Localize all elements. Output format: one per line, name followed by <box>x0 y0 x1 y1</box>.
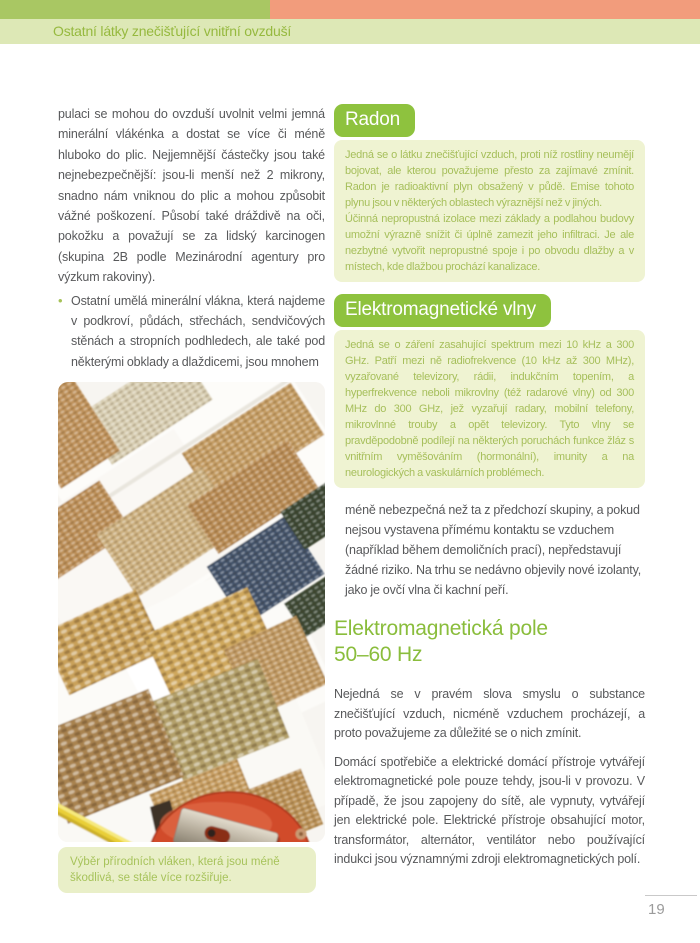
bullet-item-text: Ostatní umělá minerální vlákna, která najdeme v podkroví, půdách, střechách, sendvičových stěnách a stropních podhledech, ale také pod některými obklady a dlaždicemi, jsou mnohem <box>71 293 325 369</box>
em-waves-paragraph: Jedná se o záření zasahující spektrum mezi 10 kHz a 300 GHz. Patří mezi ně radiofrekvence (10 kHz až 300 MHz), vyzařované televizory, rádii, indukčním topením, a hyperfrekvence neboli mikrovlny (též radarové vlny) od 300 MHz do 300 GHz, jež vyzařují radary, mobilní telefony, mikrovlnné trouby a opět televizory. Tyto vlny se pravděpodobně podílejí na některých poruchách funkce žláz s vnitřním vyměšováním (hormonální), imunity a na neurologických a vaskulárních problémech. <box>345 339 634 479</box>
subheading-em-fields: Elektromagnetická pole 50–60 Hz <box>334 617 548 666</box>
body-paragraph: pulaci se mohou do ovzduší uvolnit velmi jemná minerální vlákénka a dostat se více či méně hluboko do plic. Nejjemnější částečky jsou také nejnebezpečnější: jsou-li menší než 2 mikrony, snadno nám vniknou do plic a mohou způsobit vážné poškození. Působí také dráždivě na oči, pokožku a považují se za lidský karcinogen (skupina 2B podle Mezinárodní agentury pro výzkum rakoviny). <box>58 107 325 285</box>
footer-rule <box>645 895 697 896</box>
top-bar-green-segment <box>0 0 270 19</box>
fiber-samples-illustration <box>58 382 325 842</box>
natural-fiber-samples-photo <box>58 382 325 842</box>
continuation-paragraph: méně nebezpečná než ta z předchozí skupiny, a pokud nejsou vystavena přímému kontaktu se vzduchem (například během demoličních prací), nepředstavují žádné riziko. Na trhu se nedávno objevily nové izolanty, jako je ovčí vlna či kachní peří. <box>345 503 642 597</box>
left-column <box>58 104 325 893</box>
radon-paragraph-1: Jedná se o látku znečišťující vzduch, proti níž rostliny neumějí bojovat, ale kterou považujeme přesto za zajímavé zmínit. Radon je radioaktivní plyn obsažený v půdě. Emise tohoto plynu jsou v některých oblastech výraznější než v jiných. <box>345 149 634 209</box>
photo-caption-box <box>58 847 316 893</box>
radon-paragraph-2: Účinná nepropustná izolace mezi základy a podlahou budovy umožní výrazně snížit či úplně zamezit jeho infiltraci. Je ale nezbytné vytvořit nepropustné spoje i po obvodu dlažby a v místech, kde dlažbou prochází kanalizace. <box>345 213 634 273</box>
top-color-bars <box>0 0 700 19</box>
section-heading-radon: Radon <box>334 104 415 137</box>
photo-caption-text: Výběr přírodních vláken, která jsou méně škodlivá, se stále více rozšiřuje. <box>70 856 280 885</box>
bullet-icon: • <box>58 292 63 308</box>
right-column <box>334 104 645 870</box>
em-waves-info-box <box>334 330 645 488</box>
bullet-list-item <box>58 291 325 373</box>
top-bar-salmon-segment <box>270 0 700 19</box>
em-fields-paragraph-2: Domácí spotřebiče a elektrické domácí přístroje vytvářejí elektromagnetické pole pouze tehdy, jsou-li v provozu. V případě, že jsou zapojeny do sítě, ale vypnuty, vytvářejí jen elektrické pole. Elektrické přístroje obsahující motor, transformátor, alternátor, ventilátor nebo používající indukci jsou významnými zdroji elektromagnetických polí. <box>334 754 645 867</box>
radon-info-box <box>334 140 645 282</box>
photo-content <box>58 382 325 842</box>
chapter-title: Ostatní látky znečišťující vnitřní ovzduší <box>53 23 292 39</box>
em-fields-paragraph-1: Nejedná se v pravém slova smyslu o substance znečišťující vzduch, nicméně vzduchem procházejí, a proto považujeme za důležité se o nich zmínit. <box>334 687 645 741</box>
chapter-title-strip <box>0 19 700 44</box>
section-heading-em-waves: Elektromagnetické vlny <box>334 294 551 327</box>
page-number: 19 <box>648 901 665 918</box>
